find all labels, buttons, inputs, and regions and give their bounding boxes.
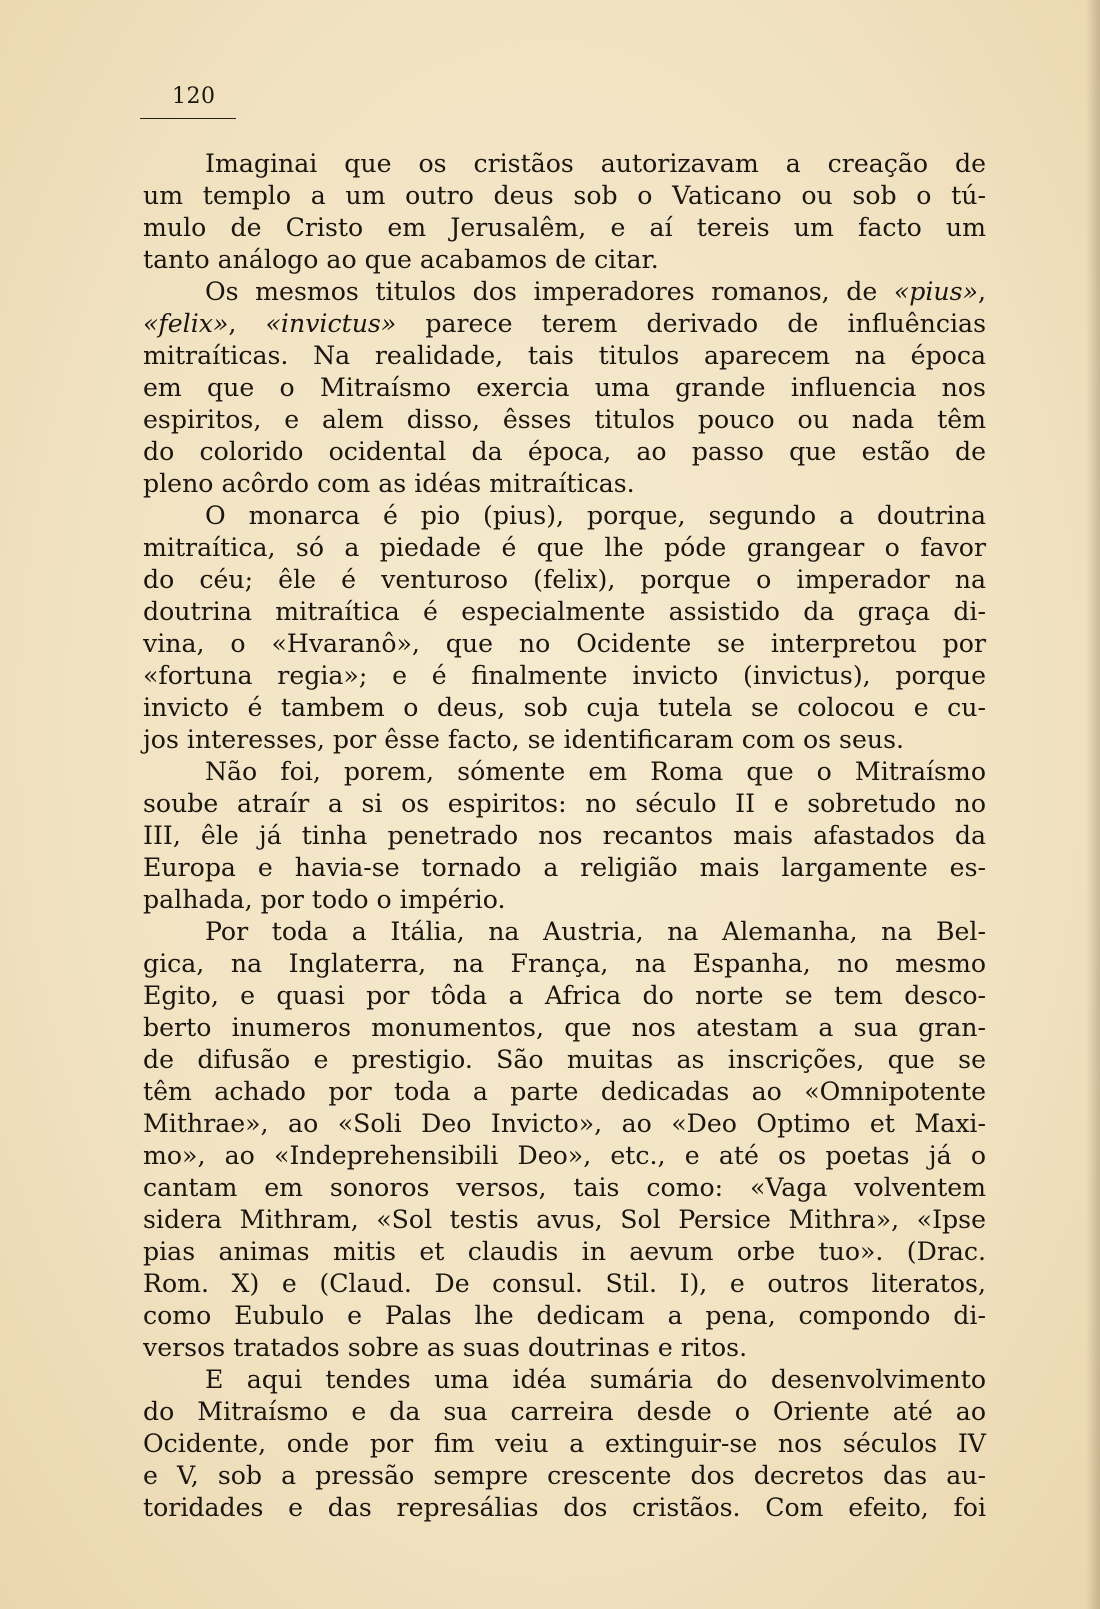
paragraph-1 [143, 148, 986, 276]
text-line: de difusão e prestigio. São muitas as inscrições, que se [143, 1045, 986, 1074]
text-line: Ocidente, onde por fim veiu a extinguir-se nos séculos IV [143, 1429, 986, 1458]
text-line: E aqui tendes uma idéa sumária do desenvolvimento [205, 1365, 986, 1394]
text-line: «felix», «invictus» parece terem derivado de influências [143, 309, 986, 338]
text-line: sidera Mithram, «Sol testis avus, Sol Persice Mithra», «Ipse [143, 1205, 986, 1234]
text-line: do céu; êle é venturoso (felix), porque o imperador na [143, 565, 986, 594]
paragraph-5 [143, 916, 986, 1364]
text-line: pleno acôrdo com as idéas mitraíticas. [143, 469, 635, 498]
text-line: doutrina mitraítica é especialmente assistido da graça di- [143, 597, 986, 626]
text-line: gica, na Inglaterra, na França, na Espanha, no mesmo [143, 949, 986, 978]
text-line: invicto é tambem o deus, sob cuja tutela se colocou e cu- [143, 693, 986, 722]
text-line: tanto análogo ao que acabamos de citar. [143, 245, 659, 274]
page-number: 120 [172, 84, 216, 109]
text-line: cantam em sonoros versos, tais como: «Vaga volventem [143, 1173, 986, 1202]
text-line: em que o Mitraísmo exercia uma grande influencia nos [143, 373, 986, 402]
text-line: toridades e das represálias dos cristãos. Com efeito, foi [143, 1493, 986, 1522]
text-line: Mithrae», ao «Soli Deo Invicto», ao «Deo Optimo et Maxi- [143, 1109, 986, 1138]
text-line: O monarca é pio (pius), porque, segundo a doutrina [205, 501, 986, 530]
text-line: vina, o «Hvaranô», que no Ocidente se interpretou por [143, 629, 986, 658]
text-line: um templo a um outro deus sob o Vaticano ou sob o tú- [143, 181, 986, 210]
text-line: versos tratados sobre as suas doutrinas e ritos. [143, 1333, 748, 1362]
text-line: «fortuna regia»; e é finalmente invicto (invictus), porque [143, 661, 986, 690]
paragraph-6 [143, 1364, 986, 1524]
text-line: espiritos, e alem disso, êsses titulos pouco ou nada têm [143, 405, 986, 434]
text-line: Egito, e quasi por tôda a Africa do norte se tem desco- [143, 981, 986, 1010]
text-line: e V, sob a pressão sempre crescente dos decretos das au- [143, 1461, 986, 1490]
paragraph-3 [143, 500, 986, 756]
text-line: como Eubulo e Palas lhe dedicam a pena, compondo di- [143, 1301, 986, 1330]
text-line: soube atraír a si os espiritos: no século II e sobretudo no [143, 789, 986, 818]
text-line: III, êle já tinha penetrado nos recantos mais afastados da [143, 821, 986, 850]
text-line: Por toda a Itália, na Austria, na Alemanha, na Bel- [205, 917, 986, 946]
text-line: berto inumeros monumentos, que nos atestam a sua gran- [143, 1013, 986, 1042]
text-line: do Mitraísmo e da sua carreira desde o Oriente até ao [143, 1397, 986, 1426]
text-line: Europa e havia-se tornado a religião mais largamente es- [143, 853, 986, 882]
page-edge-shadow [1086, 0, 1100, 1609]
text-line: mitraíticas. Na realidade, tais titulos aparecem na época [143, 341, 986, 370]
text-line: Rom. X) e (Claud. De consul. Stil. I), e outros literatos, [143, 1269, 986, 1298]
text-line: palhada, por todo o império. [143, 885, 506, 914]
text-line: jos interesses, por êsse facto, se identificaram com os seus. [143, 725, 905, 754]
header-rule [140, 118, 236, 119]
text-line: mitraítica, só a piedade é que lhe póde grangear o favor [143, 533, 986, 562]
body-text [143, 148, 986, 1524]
text-line: Os mesmos titulos dos imperadores romanos, de «pius», [205, 277, 986, 306]
text-line: têm achado por toda a parte dedicadas ao «Omnipotente [143, 1077, 986, 1106]
text-line: mulo de Cristo em Jerusalêm, e aí tereis um facto um [143, 213, 986, 242]
paragraph-2 [143, 276, 986, 500]
text-line: Não foi, porem, sómente em Roma que o Mitraísmo [205, 757, 986, 786]
text-line: do colorido ocidental da época, ao passo que estão de [143, 437, 986, 466]
text-line: Imaginai que os cristãos autorizavam a creação de [205, 149, 986, 178]
text-line: mo», ao «Indeprehensibili Deo», etc., e até os poetas já o [143, 1141, 986, 1170]
paragraph-4 [143, 756, 986, 916]
text-line: pias animas mitis et claudis in aevum orbe tuo». (Drac. [143, 1237, 986, 1266]
